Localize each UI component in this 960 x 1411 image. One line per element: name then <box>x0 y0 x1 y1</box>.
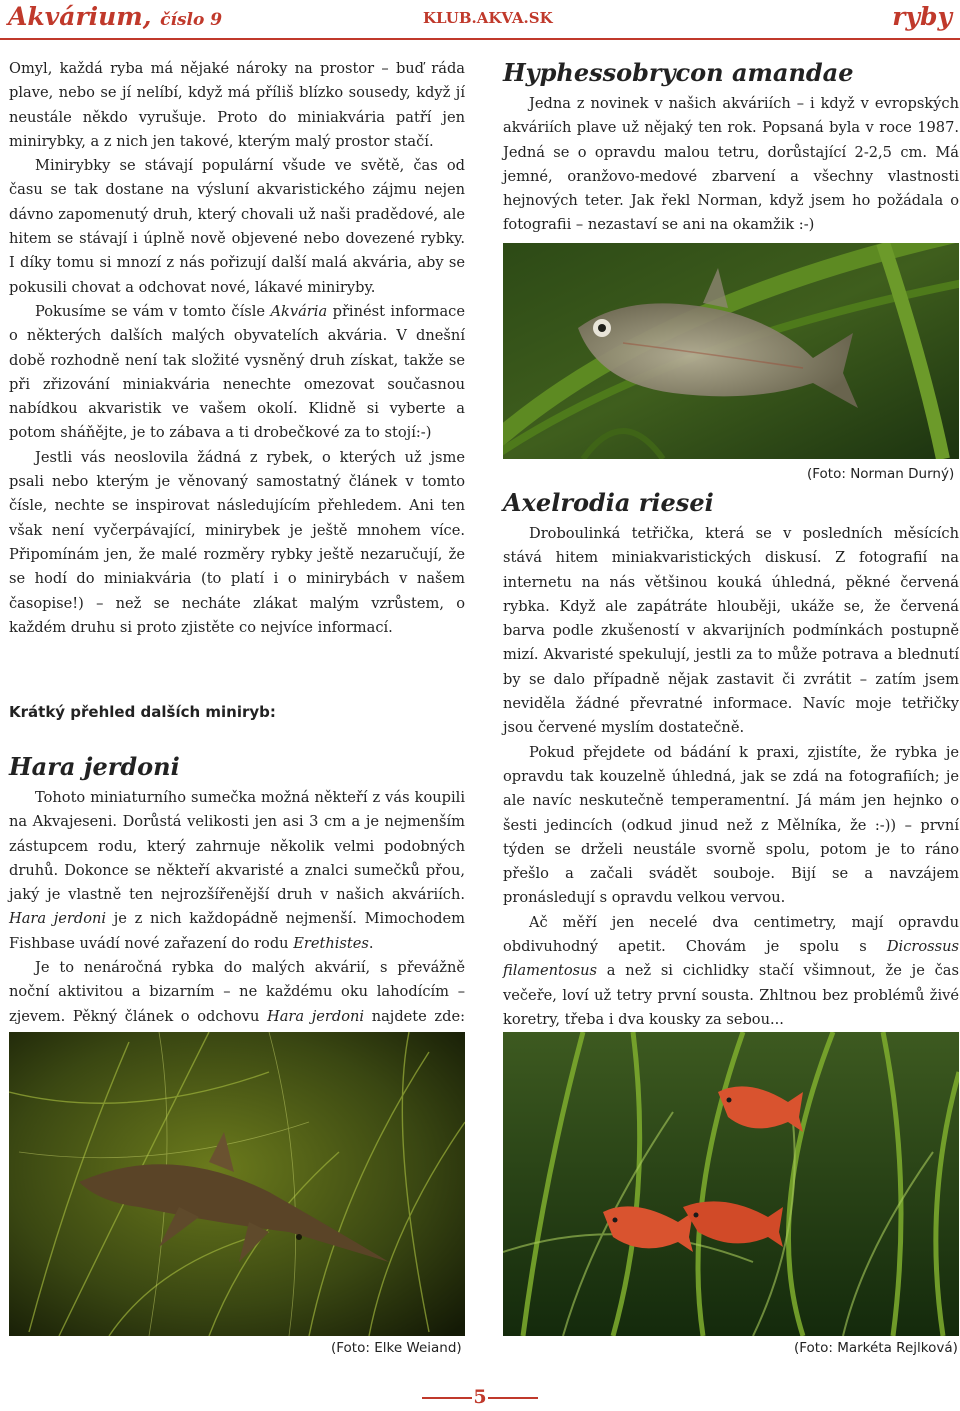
hyphessobrycon-text <box>503 92 959 238</box>
hyphessobrycon-paragraph: Jedna z novinek v našich akváriích – i když v evropských akváriích plave už nějaký ten rok. Popsaná byla v roce 1987. Jedná se o opravdu malou tetru, dorůstající 2-2,5 cm. Má jemné, oranžovo-medové zbarvení a všechny vlastnosti hejnových teter. Jak řekl Norman, když jsem ho požádala o fotografii – nezastaví se ani na okamžik :-) <box>503 95 959 234</box>
issue-number: číslo 9 <box>160 10 223 30</box>
axelrodia-paragraph-2: Pokud přejdete od bádání k praxi, zjistíte, že rybka je opravdu tak kouzelně úhledná, jak se zdá na fotografiích; je ale navíc neskutečně temperamentní. Já mám jen hejnko o šesti jedincích (odkud jinud než z Mělníka, že :-)) – první týden se drželi neustále svorně spolu, potom je to ráno přešlo a začali svádět souboje. Bijí se a navzájem pronásledují s opravdu velkou vervou. <box>503 743 959 907</box>
hyphessobrycon-photo <box>503 243 959 459</box>
axelrodia-paragraph-3: Ač měří jen necelé dva centimetry, mají opravdu obdivuhodný apetit. Chovám je spolu s Dicrossus filamentosus a než si cichlidky stačí všimnout, že je čas večeře, loví už tetry první sousta. Zhltnou bez problémů živé koretry, třeba i dva kousky za sebou... <box>503 913 959 1028</box>
overview-heading: Krátký přehled dalších miniryb: <box>9 703 276 721</box>
axelrodia-photo-caption: (Foto: Markéta Rejlková) <box>794 1340 958 1356</box>
axelrodia-title: Axelrodia riesei <box>503 488 714 517</box>
hyphessobrycon-photo-caption: (Foto: Norman Durný) <box>807 466 955 482</box>
catfish-image <box>9 1032 465 1336</box>
header-rule <box>0 38 960 40</box>
hara-jerdoni-photo <box>9 1032 465 1336</box>
page-number-area <box>400 1386 560 1410</box>
red-tetra-image <box>503 1032 959 1336</box>
site-link[interactable]: KLUB.AKVA.SK <box>423 9 553 27</box>
paragraph-popularity: Minirybky se stávají populární všude ve světě, čas od času se tak dostane na výsluní akvaristického zájmu nejen dávno zapomenutý druh, který chovali už naši pradědové, ale hitem se stávají i úplně nově objevené nebo dovezené rybky. I díky tomu si mnozí z nás pořizují další malá akvária, aby se pokusili chovat a odchovat nové, lákavé miniryby. <box>9 157 465 296</box>
axelrodia-text <box>503 522 959 1032</box>
tetra-image <box>503 243 959 459</box>
hara-title: Hara jerdoni <box>9 752 180 781</box>
magazine-title <box>8 2 222 31</box>
paragraph-issue-info: Pokusíme se vám v tomto čísle Akvária přinést informace o některých dalších malých obyvatelích akvária. V dnešní době rozhodně není tak složité vysněný druh získat, takže se při zřizování miniakvária nenechte omezovat současnou nabídkou akvaristik ve vašem okolí. Klidně si vyberte a potom sháňějte, je to zábava a ti drobečkové za to stojí:-) <box>9 302 465 442</box>
section-name: ryby <box>892 2 952 31</box>
hara-text <box>9 786 465 1053</box>
hara-photo-caption: (Foto: Elke Weiand) <box>331 1340 462 1356</box>
page-number: 5 <box>473 1386 487 1408</box>
page-number-rule-right <box>488 1397 538 1399</box>
axelrodia-photo <box>503 1032 959 1336</box>
hara-paragraph-1: Tohoto miniaturního sumečka možná někteří z vás koupili na Akvajeseni. Dorůstá velikosti jen asi 3 cm a je nejmenším zástupcem rodu, který zahrnuje několik velmi podobných druhů. Dokonce se někteří akvaristé a znalci sumečků přou, jaký je vlastně ten nejrozšířenější druh v našich akváriích. Hara jerdoni je z nich každopádně nejmenší. Mimochodem Fishbase uvádí nové zařazení do rodu Erethistes. <box>9 789 466 952</box>
paragraph-inspiration: Jestli vás neoslovila žádná z rybek, o kterých už jsme psali nebo kterým je věnovaný samostatný článek v tomto čísle, nechte se inspirovat následujícím přehledem. Ani ten však není vyčerpávající, minirybek je ještě mnohem více. Připomínám jen, že malé rozměry rybky ještě nezaručují, že se hodí do miniakvária (to platí i o minirybách v našem časopise!) – než se necháte zlákat malým vzrůstem, o každém druhu si proto zjistěte co nejvíce informací. <box>9 448 465 636</box>
hara-paragraph-2: Je to nenáročná rybka do malých akvárií, s převážně noční aktivitou a bizarním – ne každému oku lahodícím – zjevem. Pěkný článek o odchovu Hara jerdoni najdete zde: <box>9 959 466 1025</box>
intro-paragraph: Omyl, každá ryba má nějaké nároky na prostor – buď ráda plave, nebo se jí nelíbí, když má příliš blízko sousedy, když jí neustále někdo vyrušuje. Proto do miniakvária patří jen minirybky, a z nich jen takové, kterým malý prostor stačí. <box>9 60 465 150</box>
hyphessobrycon-title: Hyphessobrycon amandae <box>503 58 854 87</box>
axelrodia-paragraph-1: Droboulinká tetřička, která se v posledních měsících stává hitem miniakvaristických diskusí. Z fotografií na internetu na nás většinou kouká úhledná, pěkné červená rybka. Když ale zapátráte hlouběji, ukáže se, že červená barva podle zkušeností v akvarijních podmínkách postupně mizí. Akvaristé spekulují, jestli za to může potrava a blednutí by se dalo případně nějak zastavit či zvrátit – zatím jsem neviděla žádné převratné informace. Navíc moje tetřičky jsou červené myslím dostatečně. <box>503 525 959 737</box>
magazine-name: Akvárium, <box>8 2 152 31</box>
left-article-column <box>9 57 465 640</box>
page-header <box>0 0 960 40</box>
